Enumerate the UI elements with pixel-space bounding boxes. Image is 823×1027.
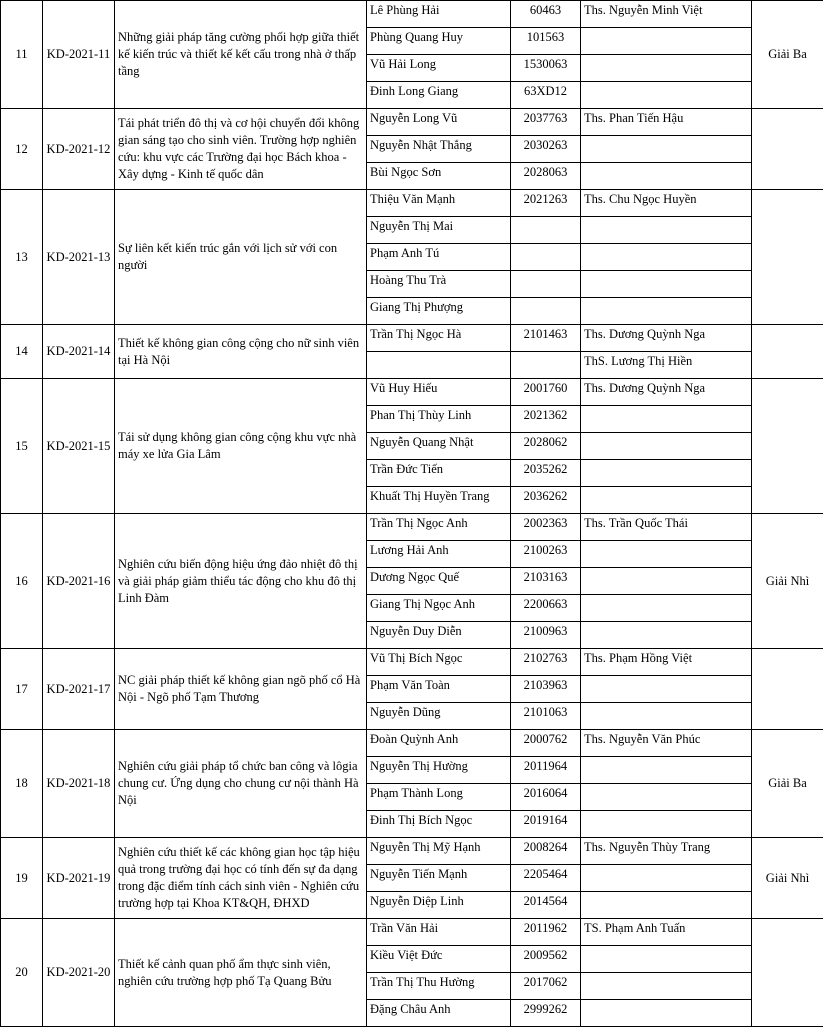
advisor-name xyxy=(581,217,752,244)
advisor-name xyxy=(581,1000,752,1027)
student-id: 2102763 xyxy=(511,649,581,676)
advisor-name xyxy=(581,28,752,55)
student-name: Nguyễn Tiến Mạnh xyxy=(367,865,511,892)
student-id: 2999262 xyxy=(511,1000,581,1027)
student-name: Nguyễn Long Vũ xyxy=(367,109,511,136)
student-name: Nguyễn Thị Mỹ Hạnh xyxy=(367,838,511,865)
award-cell xyxy=(752,190,823,325)
student-id: 2030263 xyxy=(511,136,581,163)
student-id: 2036262 xyxy=(511,487,581,514)
student-name: Nguyễn Nhật Thắng xyxy=(367,136,511,163)
advisor-name xyxy=(581,892,752,919)
student-id: 2017062 xyxy=(511,973,581,1000)
student-id: 63XD12 xyxy=(511,82,581,109)
student-id: 2035262 xyxy=(511,460,581,487)
project-number: 18 xyxy=(1,730,43,838)
award-cell: Giải Nhì xyxy=(752,514,823,649)
student-name: Lương Hải Anh xyxy=(367,541,511,568)
student-id: 2019164 xyxy=(511,811,581,838)
student-id: 2009562 xyxy=(511,946,581,973)
student-id: 2028063 xyxy=(511,163,581,190)
advisor-name xyxy=(581,865,752,892)
student-name: Dương Ngọc Quế xyxy=(367,568,511,595)
student-id: 2016064 xyxy=(511,784,581,811)
student-id: 2021263 xyxy=(511,190,581,217)
student-id: 60463 xyxy=(511,1,581,28)
student-id: 2037763 xyxy=(511,109,581,136)
table-row xyxy=(1,649,823,676)
student-name: Phùng Quang Huy xyxy=(367,28,511,55)
student-name: Nguyễn Thị Hường xyxy=(367,757,511,784)
project-code: KD-2021-20 xyxy=(43,919,115,1027)
student-name: Trần Thị Thu Hường xyxy=(367,973,511,1000)
student-name: Vũ Huy Hiếu xyxy=(367,379,511,406)
student-id xyxy=(511,352,581,379)
project-code: KD-2021-14 xyxy=(43,325,115,379)
table-body xyxy=(1,1,823,1027)
student-name: Thiệu Văn Mạnh xyxy=(367,190,511,217)
advisor-name: Ths. Trần Quốc Thái xyxy=(581,514,752,541)
table-row xyxy=(1,379,823,406)
student-id: 2028062 xyxy=(511,433,581,460)
table-row xyxy=(1,838,823,865)
student-name: Đinh Long Giang xyxy=(367,82,511,109)
project-number: 15 xyxy=(1,379,43,514)
advisor-name xyxy=(581,703,752,730)
project-number: 14 xyxy=(1,325,43,379)
student-name: Đặng Châu Anh xyxy=(367,1000,511,1027)
project-number: 16 xyxy=(1,514,43,649)
project-title: Nghiên cứu biến động hiệu ứng đảo nhiệt đô thị và giải pháp giảm thiểu tác động cho khu đô thị Linh Đàm xyxy=(115,514,367,649)
project-number: 19 xyxy=(1,838,43,919)
project-title: Nghiên cứu thiết kế các không gian học tập hiệu quả trong trường đại học có tính đến sự đa dạng trong đặc điểm tính cách sinh viên - Nghiên cứu trường hợp tại Khoa KT&QH, ĐHXD xyxy=(115,838,367,919)
student-id: 101563 xyxy=(511,28,581,55)
project-number: 13 xyxy=(1,190,43,325)
student-id: 2011964 xyxy=(511,757,581,784)
student-name: Phan Thị Thùy Linh xyxy=(367,406,511,433)
advisor-name xyxy=(581,946,752,973)
award-cell xyxy=(752,109,823,190)
student-name: Giang Thị Ngọc Anh xyxy=(367,595,511,622)
student-name: Vũ Hải Long xyxy=(367,55,511,82)
table-row xyxy=(1,1,823,28)
project-number: 11 xyxy=(1,1,43,109)
student-name: Giang Thị Phượng xyxy=(367,298,511,325)
project-code: KD-2021-13 xyxy=(43,190,115,325)
advisor-name xyxy=(581,136,752,163)
student-id: 2103963 xyxy=(511,676,581,703)
student-id: 2100263 xyxy=(511,541,581,568)
advisor-name: Ths. Dương Quỳnh Nga xyxy=(581,379,752,406)
student-id: 2001760 xyxy=(511,379,581,406)
table-row xyxy=(1,514,823,541)
student-name: Phạm Thành Long xyxy=(367,784,511,811)
student-name: Đoàn Quỳnh Anh xyxy=(367,730,511,757)
advisor-name: Ths. Phạm Hồng Việt xyxy=(581,649,752,676)
student-name: Nguyễn Diệp Linh xyxy=(367,892,511,919)
project-number: 20 xyxy=(1,919,43,1027)
student-name xyxy=(367,352,511,379)
student-name: Nguyễn Quang Nhật xyxy=(367,433,511,460)
student-id: 2011962 xyxy=(511,919,581,946)
student-name: Khuất Thị Huyền Trang xyxy=(367,487,511,514)
project-title: Sự liên kết kiến trúc gắn với lịch sử với con người xyxy=(115,190,367,325)
student-id: 2200663 xyxy=(511,595,581,622)
student-name: Trần Văn Hải xyxy=(367,919,511,946)
advisor-name: Ths. Nguyễn Văn Phúc xyxy=(581,730,752,757)
project-title: Thiết kế không gian công cộng cho nữ sinh viên tại Hà Nội xyxy=(115,325,367,379)
project-code: KD-2021-12 xyxy=(43,109,115,190)
advisor-name: ThS. Lương Thị Hiền xyxy=(581,352,752,379)
advisor-name xyxy=(581,244,752,271)
project-title: Tái phát triển đô thị và cơ hội chuyển đổi không gian sáng tạo cho sinh viên. Trường hợp nghiên cứu: khu vực các Trường đại học Bách khoa - Xây dựng - Kinh tế quốc dân xyxy=(115,109,367,190)
student-id: 1530063 xyxy=(511,55,581,82)
student-id: 2100963 xyxy=(511,622,581,649)
table-row xyxy=(1,190,823,217)
advisor-name xyxy=(581,163,752,190)
student-name: Đinh Thị Bích Ngọc xyxy=(367,811,511,838)
student-id: 2014564 xyxy=(511,892,581,919)
student-name: Trần Thị Ngọc Anh xyxy=(367,514,511,541)
advisor-name xyxy=(581,271,752,298)
student-name: Hoàng Thu Trà xyxy=(367,271,511,298)
student-id: 2205464 xyxy=(511,865,581,892)
advisor-name xyxy=(581,55,752,82)
advisor-name: TS. Phạm Anh Tuấn xyxy=(581,919,752,946)
advisor-name xyxy=(581,811,752,838)
advisor-name xyxy=(581,973,752,1000)
student-id xyxy=(511,298,581,325)
project-number: 17 xyxy=(1,649,43,730)
student-name: Lê Phùng Hải xyxy=(367,1,511,28)
table-row xyxy=(1,730,823,757)
advisor-name: Ths. Chu Ngọc Huyền xyxy=(581,190,752,217)
advisor-name: Ths. Dương Quỳnh Nga xyxy=(581,325,752,352)
student-id: 2101063 xyxy=(511,703,581,730)
award-cell xyxy=(752,379,823,514)
student-id: 2103163 xyxy=(511,568,581,595)
table-row xyxy=(1,325,823,352)
advisor-name xyxy=(581,460,752,487)
advisor-name: Ths. Nguyễn Thùy Trang xyxy=(581,838,752,865)
student-name: Nguyễn Duy Diễn xyxy=(367,622,511,649)
project-title: NC giải pháp thiết kế không gian ngõ phố cổ Hà Nội - Ngõ phố Tạm Thương xyxy=(115,649,367,730)
student-name: Vũ Thị Bích Ngọc xyxy=(367,649,511,676)
award-cell xyxy=(752,649,823,730)
student-name: Nguyễn Dũng xyxy=(367,703,511,730)
advisor-name xyxy=(581,568,752,595)
award-cell: Giải Nhì xyxy=(752,838,823,919)
advisor-name xyxy=(581,406,752,433)
advisor-name xyxy=(581,676,752,703)
advisor-name: Ths. Phan Tiến Hậu xyxy=(581,109,752,136)
advisor-name xyxy=(581,433,752,460)
project-title: Tái sử dụng không gian công cộng khu vực nhà máy xe lửa Gia Lâm xyxy=(115,379,367,514)
student-id xyxy=(511,244,581,271)
project-code: KD-2021-15 xyxy=(43,379,115,514)
student-name: Trần Đức Tiến xyxy=(367,460,511,487)
student-name: Phạm Văn Toàn xyxy=(367,676,511,703)
project-code: KD-2021-16 xyxy=(43,514,115,649)
student-id: 2021362 xyxy=(511,406,581,433)
award-cell: Giải Ba xyxy=(752,730,823,838)
student-id: 2002363 xyxy=(511,514,581,541)
student-name: Nguyễn Thị Mai xyxy=(367,217,511,244)
project-code: KD-2021-18 xyxy=(43,730,115,838)
student-name: Trần Thị Ngọc Hà xyxy=(367,325,511,352)
project-title: Những giải pháp tăng cường phối hợp giữa thiết kế kiến trúc và thiết kế kết cấu trong nhà ở thấp tầng xyxy=(115,1,367,109)
advisor-name xyxy=(581,487,752,514)
student-id xyxy=(511,271,581,298)
award-cell xyxy=(752,325,823,379)
project-code: KD-2021-11 xyxy=(43,1,115,109)
advisor-name: Ths. Nguyễn Minh Việt xyxy=(581,1,752,28)
advisor-name xyxy=(581,622,752,649)
advisor-name xyxy=(581,82,752,109)
project-title: Thiết kế cảnh quan phố ẩm thực sinh viên, nghiên cứu trường hợp phố Tạ Quang Bửu xyxy=(115,919,367,1027)
table-row xyxy=(1,109,823,136)
project-title: Nghiên cứu giải pháp tổ chức ban công và lôgia chung cư. Ứng dụng cho chung cư nội thành Hà Nội xyxy=(115,730,367,838)
advisor-name xyxy=(581,757,752,784)
project-code: KD-2021-19 xyxy=(43,838,115,919)
student-name: Kiều Việt Đức xyxy=(367,946,511,973)
advisor-name xyxy=(581,541,752,568)
award-cell: Giải Ba xyxy=(752,1,823,109)
advisor-name xyxy=(581,298,752,325)
student-name: Bùi Ngọc Sơn xyxy=(367,163,511,190)
award-cell xyxy=(752,919,823,1027)
student-name: Phạm Anh Tú xyxy=(367,244,511,271)
student-id: 2008264 xyxy=(511,838,581,865)
student-id: 2101463 xyxy=(511,325,581,352)
project-code: KD-2021-17 xyxy=(43,649,115,730)
table-row xyxy=(1,919,823,946)
advisor-name xyxy=(581,595,752,622)
student-id xyxy=(511,217,581,244)
student-id: 2000762 xyxy=(511,730,581,757)
project-number: 12 xyxy=(1,109,43,190)
advisor-name xyxy=(581,784,752,811)
